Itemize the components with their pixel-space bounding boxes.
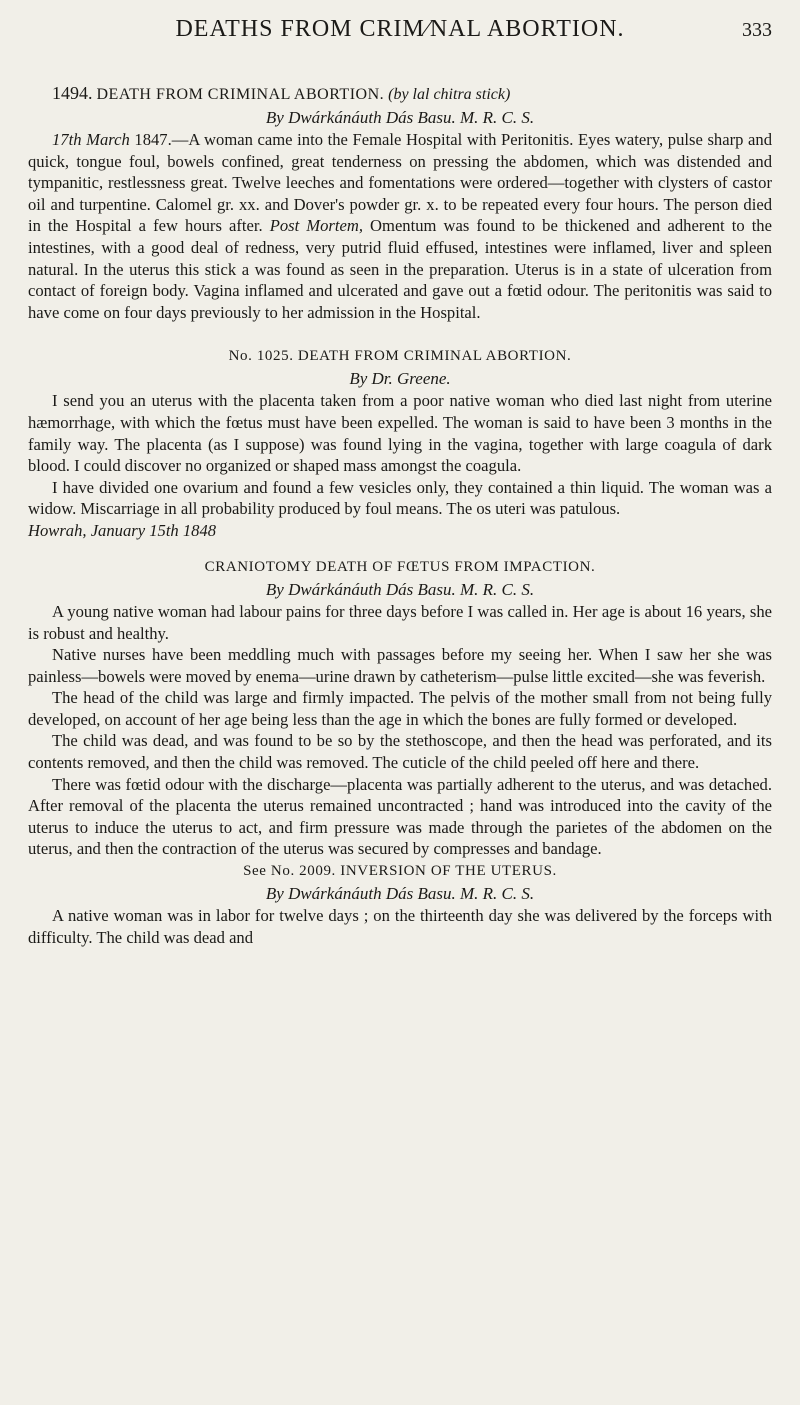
- case-heading: [28, 82, 772, 106]
- case-paragraph: The child was dead, and was found to be so by the stethoscope, and then the head was perforated, and its contents removed, and then the child was removed. The cuticle of the child peeled off here and there.: [28, 731, 772, 773]
- case-1494: [28, 82, 772, 323]
- case-paragraph: [28, 129, 772, 323]
- case-paragraph: A young native woman had labour pains for three days before I was called in. Her age is about 16 years, she is robust and healthy.: [28, 601, 772, 643]
- case-paragraph: The head of the child was large and firmly impacted. The pelvis of the mother small from not being fully developed, on account of her age being less than the age in which the bones are fully formed or developed.: [28, 688, 772, 729]
- case-byline: By Dwárkánáuth Dás Basu. M. R. C. S.: [265, 884, 535, 904]
- case-paragraph: I have divided one ovarium and found a few vesicles only, they contained a thin liquid. The woman was a widow. Miscarriage in all probability produced by foul means. The os uteri was patulous.: [28, 477, 772, 519]
- case-paragraph-text: Omentum was found to be thickened and adherent to the intestines, with a good deal of redness, very putrid fluid effused, intestines were inflamed, liver and spleen natural. In the uterus this stick a was found as seen in the preparation. Uterus is in a state of ulceration from contact of foreign body. Vagina inflamed and ulcerated and gave out a fœtid odour. The peritonitis was said to have come on four days previously to her admission in the Hospital.: [28, 216, 772, 322]
- case-heading: CRANIOTOMY DEATH OF FŒTUS FROM IMPACTION.: [204, 558, 596, 575]
- case-paragraph: A native woman was in labor for twelve days ; on the thirteenth day she was delivered by the forceps with difficulty. The child was dead and: [28, 906, 772, 947]
- running-head: [28, 16, 772, 56]
- case-paragraph: There was fœtid odour with the discharge—placenta was partially adherent to the uterus, and was detached. After removal of the placenta the uterus remained uncontracted ; hand was introduced into the cavity of the uterus to induce the uterus to act, and firm pressure was made through the parietes of the abdomen on the uterus, and then the contraction of the uterus was secured by compresses and bandage.: [28, 774, 772, 859]
- case-2009: [28, 860, 772, 948]
- case-1025: [28, 345, 772, 542]
- case-paragraph: Native nurses have been meddling much with passages before my seeing her. When I saw her she was painless—bowels were moved by enema—urine drawn by catheterism—pulse little excited—she was feverish.: [28, 645, 772, 686]
- page-number: 333: [742, 19, 772, 41]
- case-heading: See No. 2009. INVERSION OF THE UTERUS.: [243, 863, 557, 880]
- case-byline: By Dwárkánáuth Dás Basu. M. R. C. S.: [265, 108, 535, 127]
- case-date: 17th March: [52, 130, 130, 149]
- case-signoff: Howrah, January 15th 1848: [28, 520, 217, 540]
- case-paragraph-text: 1847.—A woman came into the Female Hospital with Peritonitis. Eyes watery, pulse sharp and quick, tongue foul, bowels confined, great tenderness on pressing the abdomen, which was distended and tympanitic, restlessness great. Twelve leeches and fomentations were ordered—together with clysters of castor oil and turpentine. Calomel gr. xx. and Dover's powder gr. x. to be repeated every four hours. The person died in the Hospital a few hours after.: [28, 130, 772, 236]
- case-byline: By Dr. Greene.: [349, 369, 451, 389]
- post-mortem-label: Post Mortem,: [269, 216, 363, 236]
- case-heading: No. 1025. DEATH FROM CRIMINAL ABORTION.: [228, 348, 572, 365]
- case-title-note: (by lal chitra stick): [388, 86, 511, 103]
- case-craniotomy: [28, 556, 772, 860]
- case-title: DEATH FROM CRIMINAL ABORTION.: [96, 86, 385, 103]
- running-title: DEATHS FROM CRIM∕NAL ABORTION.: [175, 16, 625, 42]
- case-number: 1494.: [52, 83, 93, 103]
- case-paragraph: I send you an uterus with the placenta taken from a poor native woman who died last night from uterine hæmorrhage, with which the fœtus must have been expelled. The woman is said to have been 3 months in the family way. The placenta (as I suppose) was found lying in the vagina, together with large coagula of dark blood. I could discover no organized or shaped mass amongst the coagula.: [28, 391, 772, 476]
- case-byline: By Dwárkánáuth Dás Basu. M. R. C. S.: [265, 579, 535, 599]
